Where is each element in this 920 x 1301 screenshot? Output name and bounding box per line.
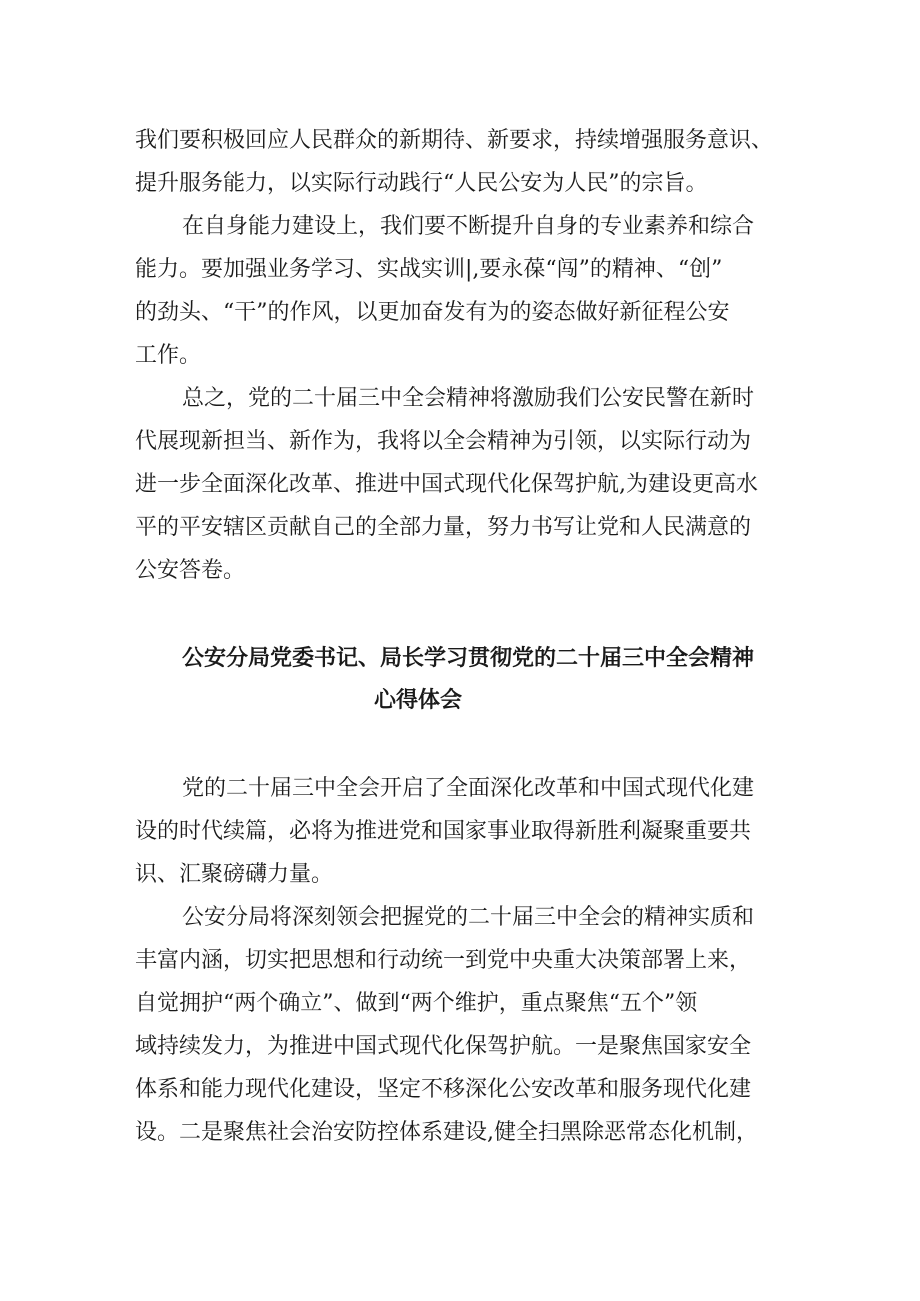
body-text-line: 党的二十届三中全会开启了全面深化改革和中国式现代化建 [182, 776, 755, 801]
body-text-line: 公安分局将深刻领会把握党的二十届三中全会的精神实质和 [182, 905, 755, 930]
body-text-line: 进一步全面深化改革、推进中国式现代化保驾护航,为建设更高水 [135, 472, 758, 497]
body-text-line: 体系和能力现代化建设，坚定不移深化公安改革和服务现代化建 [135, 1077, 752, 1102]
body-text-line: 公安答卷。 [135, 558, 246, 583]
section-heading: 公安分局党委书记、局长学习贯彻党的二十届三中全会精神 [182, 646, 755, 671]
section-heading: 心得体会 [374, 688, 463, 713]
body-text-line: 我们要积极回应人民群众的新期待、新要求，持续增强服务意识、 [135, 128, 774, 153]
body-text-line: 识、汇聚磅礴力量。 [135, 862, 334, 887]
body-text-line: 平的平安辖区贡献自己的全部力量，努力书写让党和人民满意的 [135, 515, 752, 540]
body-text-line: 总之，党的二十届三中全会精神将激励我们公安民警在新时 [182, 386, 755, 411]
body-text-line: 工作。 [135, 343, 202, 368]
body-text-line: 的劲头、“干”的作风，以更加奋发有为的姿态做好新征程公安 [135, 300, 730, 325]
body-text-line: 能力。要加强业务学习、实战实训|,要永葆“闯”的精神、“创” [135, 257, 723, 282]
body-text-line: 代展现新担当、新作为，我将以全会精神为引领，以实际行动为 [135, 429, 752, 454]
body-text-line: 丰富内涵，切实把思想和行动统一到党中央重大决策部署上来， [135, 948, 752, 973]
body-text-line: 设的时代续篇，必将为推进党和国家事业取得新胜利凝聚重要共 [135, 819, 752, 844]
body-text-line: 设。二是聚焦社会治安防控体系建设,健全扫黑除恶常态化机制， [135, 1120, 758, 1145]
body-text-line: 提升服务能力，以实际行动践行“人民公安为人民”的宗旨。 [135, 171, 708, 196]
body-text-line: 域持续发力，为推进中国式现代化保驾护航。一是聚焦国家安全 [135, 1034, 752, 1059]
body-text-line: 自觉拥护“两个确立”、做到“两个维护，重点聚焦“五个”领 [135, 991, 698, 1016]
body-text-line: 在自身能力建设上，我们要不断提升自身的专业素养和综合 [182, 214, 755, 239]
